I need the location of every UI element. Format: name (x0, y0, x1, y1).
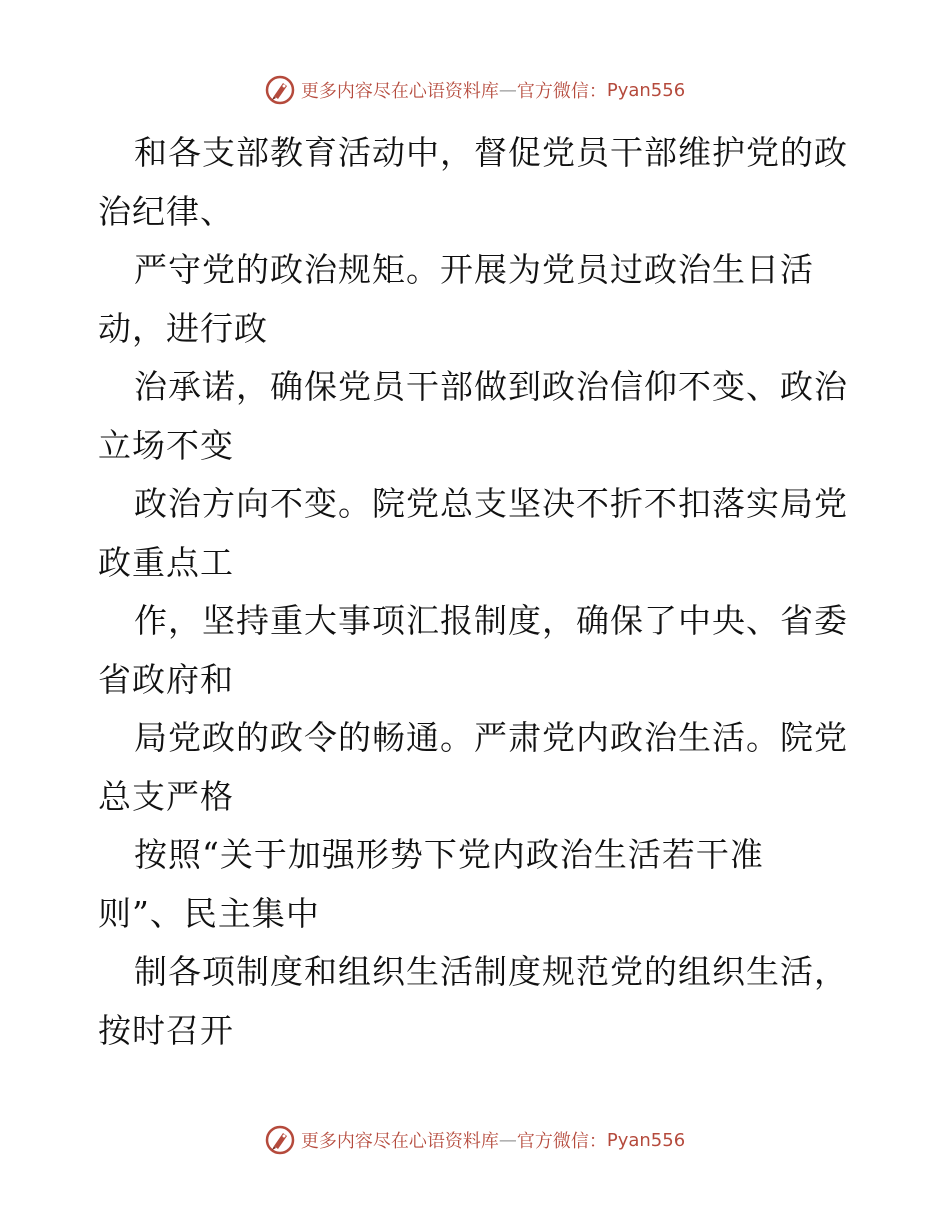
document-body (98, 124, 878, 1060)
footer-brand-text: 更多内容尽在心语资料库 (300, 1131, 499, 1152)
footer-contact-id: Pyan556 (606, 1129, 686, 1151)
body-line: 制各项制度和组织生活制度规范党的组织生活， (134, 952, 848, 991)
body-line: 则”、民主集中 (98, 893, 320, 933)
header-separator: — (498, 79, 517, 101)
header-banner (0, 70, 950, 110)
footer-banner (0, 1120, 950, 1160)
pen-nib-logo-icon (265, 1125, 295, 1155)
body-line: 作，坚持重大事项汇报制度，确保了中央、省委 (134, 601, 848, 640)
header-contact-label: 官方微信： (516, 81, 607, 102)
pen-nib-logo-icon (265, 75, 295, 105)
footer-contact-label: 官方微信： (516, 1131, 607, 1152)
body-line: 动，进行政 (98, 308, 268, 348)
body-line: 立场不变 (98, 425, 234, 465)
footer-separator: — (498, 1129, 517, 1151)
body-line: 治承诺，确保党员干部做到政治信仰不变、政治 (134, 367, 848, 406)
header-contact-id: Pyan556 (606, 79, 686, 101)
body-line: 按时召开 (98, 1010, 234, 1050)
body-line: 省政府和 (98, 659, 234, 699)
body-line: 政重点工 (98, 542, 234, 582)
body-line: 总支严格 (98, 776, 234, 816)
body-line: 按照“关于加强形势下党内政治生活若干准 (134, 835, 764, 874)
body-line: 和各支部教育活动中，督促党员干部维护党的政 (134, 133, 848, 172)
body-line: 治纪律、 (98, 191, 234, 231)
body-line: 严守党的政治规矩。开展为党员过政治生日活 (134, 250, 814, 289)
body-line: 局党政的政令的畅通。严肃党内政治生活。院党 (134, 718, 848, 757)
header-brand-text: 更多内容尽在心语资料库 (300, 81, 499, 102)
body-line: 政治方向不变。院党总支坚决不折不扣落实局党 (134, 484, 848, 523)
